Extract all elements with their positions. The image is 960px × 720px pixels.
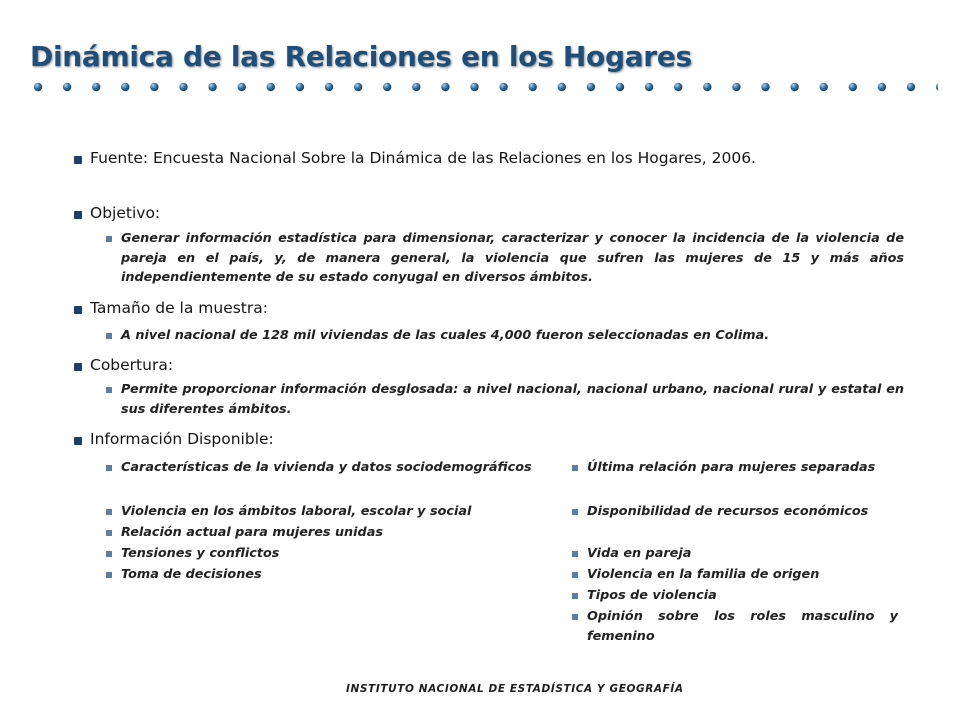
objetivo-heading: Objetivo: [90, 204, 161, 222]
bullet-square-icon [106, 530, 112, 536]
bullet-square-icon [572, 509, 578, 515]
info-right-item: Vida en pareja [572, 544, 898, 564]
info-left-item: Toma de decisiones [106, 565, 546, 585]
bullet-square-icon [106, 387, 112, 393]
bullet-fuente [74, 147, 904, 170]
page-title: Dinámica de las Relaciones en los Hogares [30, 40, 692, 73]
bullet-square-icon [572, 572, 578, 578]
info-left-item: Violencia en los ámbitos laboral, escolar y social [106, 502, 546, 522]
bullet-square-icon [106, 551, 112, 557]
muestra-heading: Tamaño de la muestra: [90, 299, 268, 317]
bullet-square-icon [74, 156, 82, 164]
bullet-square-icon [106, 465, 112, 471]
bullet-square-icon [106, 509, 112, 515]
muestra-item: A nivel nacional de 128 mil viviendas de las cuales 4,000 fueron seleccionadas en Colima. [106, 326, 904, 346]
cobertura-item: Permite proporcionar información desglosada: a nivel nacional, nacional urbano, nacional rural y estatal en sus diferentes ámbitos. [106, 380, 904, 419]
bullet-cobertura [74, 354, 904, 377]
bullet-square-icon [74, 363, 82, 371]
bullet-square-icon [74, 306, 82, 314]
informacion-heading: Información Disponible: [90, 430, 274, 448]
bullet-square-icon [572, 465, 578, 471]
cobertura-heading: Cobertura: [90, 356, 174, 374]
info-right-item: Opinión sobre los roles masculino y femenino [572, 607, 898, 646]
bullet-square-icon [106, 236, 112, 242]
info-left-item: Relación actual para mujeres unidas [106, 523, 546, 543]
info-right-item: Tipos de violencia [572, 586, 898, 606]
info-left-item: Características de la vivienda y datos sociodemográficos [106, 458, 546, 478]
bullet-square-icon [74, 437, 82, 445]
bullet-square-icon [572, 551, 578, 557]
bullet-square-icon [74, 211, 82, 219]
institution-footer: INSTITUTO NACIONAL DE ESTADÍSTICA Y GEOGRAFÍA [346, 683, 684, 695]
fuente-text: Fuente: Encuesta Nacional Sobre la Dinámica de las Relaciones en los Hogares, 2006. [90, 149, 756, 167]
bullet-muestra [74, 297, 904, 320]
info-left-item: Tensiones y conflictos [106, 544, 546, 564]
bullet-objetivo [74, 202, 904, 225]
bullet-square-icon [572, 614, 578, 620]
info-right-item: Última relación para mujeres separadas [572, 458, 898, 478]
info-right-item: Disponibilidad de recursos económicos [572, 502, 898, 522]
bullet-square-icon [106, 333, 112, 339]
bullet-informacion [74, 428, 904, 451]
objetivo-item: Generar información estadística para dimensionar, caracterizar y conocer la incidencia de la violencia de pareja en el país, y, de manera general, la violencia que sufren las mujeres de 15 y más años independientemente de su estado conyugal en diversos ámbitos. [106, 229, 904, 288]
bullet-square-icon [572, 593, 578, 599]
bullet-square-icon [106, 572, 112, 578]
info-right-item: Violencia en la familia de origen [572, 565, 898, 585]
